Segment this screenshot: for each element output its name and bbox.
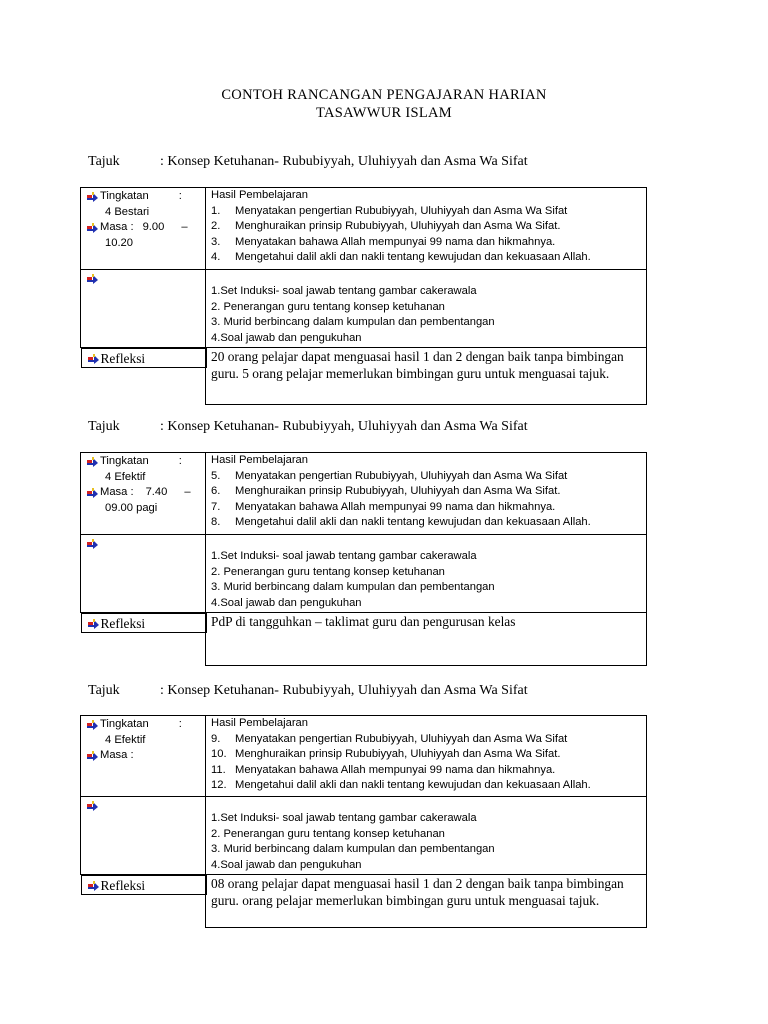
tajuk-row-1 bbox=[88, 154, 528, 170]
masa-label: Masa : bbox=[100, 221, 134, 233]
refleksi-label-cell bbox=[81, 875, 207, 895]
tajuk-value: : Konsep Ketuhanan- Rububiyyah, Uluhiyyah dan Asma Wa Sifat bbox=[160, 154, 528, 169]
outcome-item: 7. Menyatakan bahawa Allah mempunyai 99 nama dan hikmahnya. bbox=[211, 500, 556, 513]
refleksi-label: Refleksi bbox=[100, 351, 146, 366]
arrow-bullet-icon bbox=[88, 881, 99, 891]
masa-start: 9.00 bbox=[142, 221, 165, 233]
activity-item: 3. Murid berbincang dalam kumpulan dan pembentangan bbox=[211, 581, 495, 593]
tingkatan-value: 4 Efektif bbox=[105, 733, 146, 746]
masa-end: 10.20 bbox=[105, 236, 133, 249]
activity-icon-cell bbox=[81, 535, 206, 613]
arrow-bullet-icon bbox=[87, 223, 98, 233]
refleksi-label: Refleksi bbox=[100, 616, 146, 631]
arrow-bullet-icon bbox=[87, 274, 98, 284]
outcome-item: 2. Menghuraikan prinsip Rububiyyah, Uluhiyyah dan Asma Wa Sifat. bbox=[211, 220, 561, 232]
arrow-bullet-icon bbox=[87, 192, 98, 202]
arrow-bullet-icon bbox=[87, 539, 98, 549]
refleksi-label-cell bbox=[81, 613, 207, 633]
class-info-cell bbox=[81, 453, 206, 535]
arrow-bullet-icon bbox=[88, 619, 99, 629]
outcome-item: 9. Menyatakan pengertian Rububiyyah, Uluhiyyah dan Asma Wa Sifat bbox=[211, 732, 568, 745]
tingkatan-value: 4 Efektif bbox=[105, 470, 146, 483]
masa-dash: – bbox=[181, 221, 188, 233]
tajuk-label: Tajuk bbox=[88, 419, 120, 434]
hasil-heading: Hasil Pembelajaran bbox=[211, 454, 309, 466]
outcome-item: 10. Menghuraikan prinsip Rububiyyah, Uluhiyyah dan Asma Wa Sifat. bbox=[211, 748, 561, 760]
tingkatan-label: Tingkatan bbox=[100, 190, 149, 202]
activity-item: 4.Soal jawab dan pengukuhan bbox=[211, 596, 362, 609]
activity-item: 3. Murid berbincang dalam kumpulan dan pembentangan bbox=[211, 843, 495, 855]
masa-start: 7.40 bbox=[145, 486, 168, 498]
refleksi-label: Refleksi bbox=[100, 878, 146, 893]
hasil-heading: Hasil Pembelajaran bbox=[211, 717, 309, 729]
activity-icon-cell bbox=[81, 797, 206, 875]
masa-end: 09.00 pagi bbox=[105, 501, 158, 514]
activity-item: 2. Penerangan guru tentang konsep ketuhanan bbox=[211, 827, 445, 840]
activity-item: 4.Soal jawab dan pengukuhan bbox=[211, 331, 362, 344]
outcome-item: 1. Menyatakan pengertian Rububiyyah, Uluhiyyah dan Asma Wa Sifat bbox=[211, 204, 568, 217]
rph-table-1 bbox=[80, 187, 647, 405]
masa-label: Masa : bbox=[100, 749, 134, 761]
outcome-item: 3. Menyatakan bahawa Allah mempunyai 99 nama dan hikmahnya. bbox=[211, 235, 556, 248]
activity-item: 2. Penerangan guru tentang konsep ketuhanan bbox=[211, 300, 445, 313]
arrow-bullet-icon bbox=[87, 720, 98, 730]
document-title-line2: TASAWWUR ISLAM bbox=[316, 105, 452, 121]
activity-icon-cell bbox=[81, 270, 206, 348]
hasil-pembelajaran-cell bbox=[206, 188, 647, 270]
arrow-bullet-icon bbox=[88, 354, 99, 364]
refleksi-text: 08 orang pelajar dapat menguasai hasil 1 dan 2 dengan baik tanpa bimbingan guru. orang pelajar memerlukan bimbingan guru untuk menguasai tajuk. bbox=[206, 875, 647, 928]
arrow-bullet-icon bbox=[87, 751, 98, 761]
tajuk-row-3 bbox=[88, 683, 528, 699]
document-title-line1: CONTOH RANCANGAN PENGAJARAN HARIAN bbox=[221, 87, 547, 103]
refleksi-text: 20 orang pelajar dapat menguasai hasil 1 dan 2 dengan baik tanpa bimbingan guru. 5 orang pelajar memerlukan bimbingan guru untuk menguasai tajuk. bbox=[206, 348, 647, 405]
tajuk-value: : Konsep Ketuhanan- Rububiyyah, Uluhiyyah dan Asma Wa Sifat bbox=[160, 419, 528, 434]
hasil-pembelajaran-cell bbox=[206, 453, 647, 535]
rph-table-2 bbox=[80, 452, 647, 666]
tajuk-row-2 bbox=[88, 419, 528, 435]
tingkatan-value: 4 Bestari bbox=[105, 205, 150, 218]
activities-cell bbox=[206, 535, 647, 613]
tingkatan-label: Tingkatan bbox=[100, 718, 149, 730]
tajuk-label: Tajuk bbox=[88, 683, 120, 698]
activity-item: 2. Penerangan guru tentang konsep ketuhanan bbox=[211, 565, 445, 578]
tajuk-label: Tajuk bbox=[88, 154, 120, 169]
rph-table-3 bbox=[80, 715, 647, 928]
tingkatan-colon: : bbox=[178, 455, 182, 467]
masa-label: Masa : bbox=[100, 486, 134, 498]
arrow-bullet-icon bbox=[87, 801, 98, 811]
outcome-item: 6. Menghuraikan prinsip Rububiyyah, Uluhiyyah dan Asma Wa Sifat. bbox=[211, 485, 561, 497]
refleksi-label-cell bbox=[81, 348, 207, 368]
tingkatan-colon: : bbox=[178, 718, 182, 730]
activity-item: 4.Soal jawab dan pengukuhan bbox=[211, 858, 362, 871]
arrow-bullet-icon bbox=[87, 488, 98, 498]
arrow-bullet-icon bbox=[87, 457, 98, 467]
refleksi-text: PdP di tangguhkan – taklimat guru dan pengurusan kelas bbox=[206, 613, 647, 666]
activities-cell bbox=[206, 270, 647, 348]
outcome-item: 8. Mengetahui dalil akli dan nakli tentang kewujudan dan kekuasaan Allah. bbox=[211, 516, 591, 528]
outcome-item: 4. Mengetahui dalil akli dan nakli tentang kewujudan dan kekuasaan Allah. bbox=[211, 251, 591, 263]
tajuk-value: : Konsep Ketuhanan- Rububiyyah, Uluhiyyah dan Asma Wa Sifat bbox=[160, 683, 528, 698]
tingkatan-colon: : bbox=[178, 190, 182, 202]
activity-item: 1.Set Induksi- soal jawab tentang gambar cakerawala bbox=[211, 550, 477, 562]
class-info-cell bbox=[81, 188, 206, 270]
outcome-item: 12. Mengetahui dalil akli dan nakli tentang kewujudan dan kekuasaan Allah. bbox=[211, 779, 591, 791]
outcome-item: 11. Menyatakan bahawa Allah mempunyai 99 nama dan hikmahnya. bbox=[211, 763, 556, 776]
hasil-pembelajaran-cell bbox=[206, 716, 647, 797]
class-info-cell bbox=[81, 716, 206, 797]
hasil-heading: Hasil Pembelajaran bbox=[211, 189, 309, 201]
activity-item: 3. Murid berbincang dalam kumpulan dan pembentangan bbox=[211, 316, 495, 328]
activity-item: 1.Set Induksi- soal jawab tentang gambar cakerawala bbox=[211, 812, 477, 824]
outcome-item: 5. Menyatakan pengertian Rububiyyah, Uluhiyyah dan Asma Wa Sifat bbox=[211, 469, 568, 482]
masa-dash: – bbox=[184, 486, 191, 498]
activity-item: 1.Set Induksi- soal jawab tentang gambar cakerawala bbox=[211, 285, 477, 297]
tingkatan-label: Tingkatan bbox=[100, 455, 149, 467]
activities-cell bbox=[206, 797, 647, 875]
